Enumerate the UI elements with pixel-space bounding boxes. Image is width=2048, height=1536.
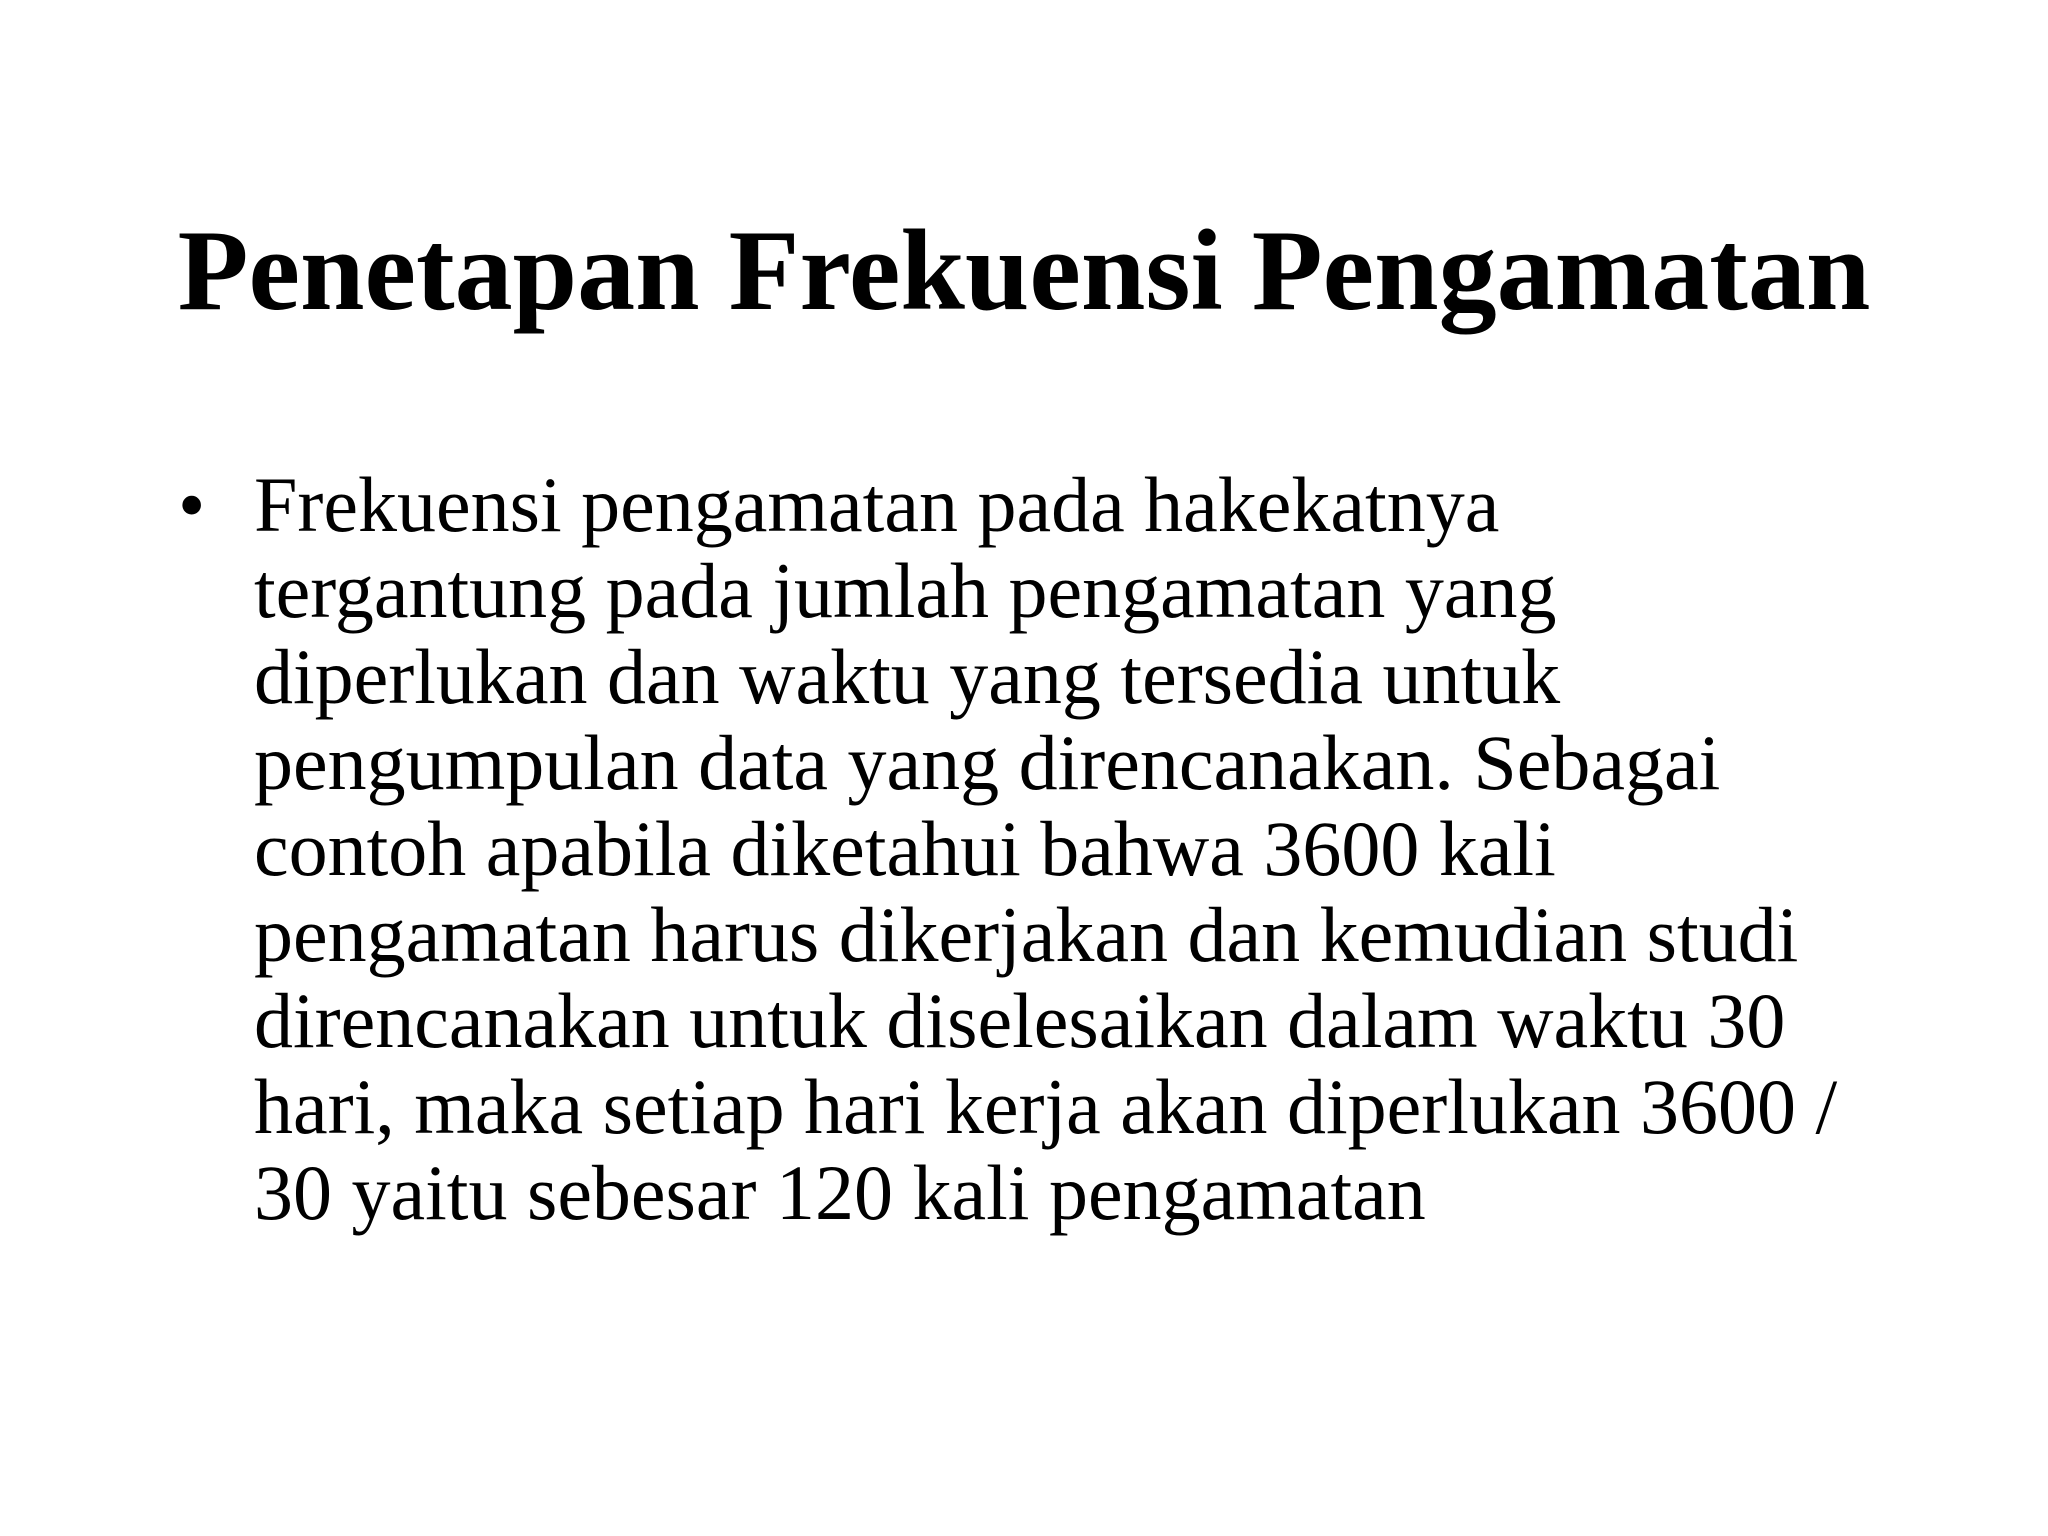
bullet-text-line: pengamatan harus dikerjakan dan kemudian studi [254,891,1799,978]
bullet-item [168,462,1928,1236]
bullet-text-line: pengumpulan data yang direncanakan. Sebagai [254,719,1721,806]
bullet-text-line: direncanakan untuk diselesaikan dalam waktu 30 [254,977,1786,1064]
bullet-text-line: Frekuensi pengamatan pada hakekatnya [254,461,1500,548]
bullet-text-line: contoh apabila diketahui bahwa 3600 kali [254,805,1556,892]
bullet-list [168,462,1928,1236]
bullet-text-line: hari, maka setiap hari kerja akan diperlukan 3600 / [254,1063,1838,1150]
slide-title: Penetapan Frekuensi Pengamatan [177,207,1871,335]
bullet-text-line: 30 yaitu sebesar 120 kali pengamatan [254,1149,1426,1236]
bullet-text-line: tergantung pada jumlah pengamatan yang [254,547,1557,634]
bullet-text-line: diperlukan dan waktu yang tersedia untuk [254,633,1561,720]
bullet-text [254,462,1928,1236]
bullet-marker: • [178,461,206,548]
